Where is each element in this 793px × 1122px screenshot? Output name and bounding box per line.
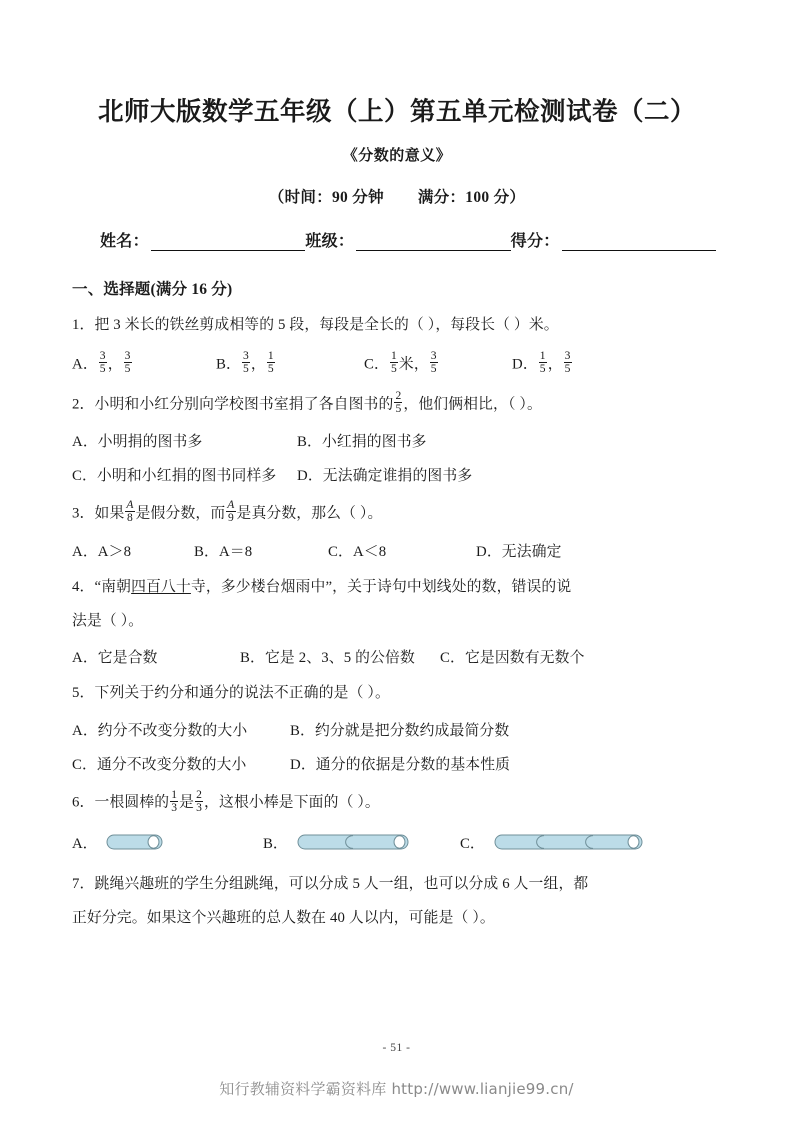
option-label: A． — [72, 434, 98, 451]
option-label: D． — [476, 543, 502, 560]
option-6-a[interactable] — [72, 832, 263, 853]
fraction: $\frac{3}{5}$ — [242, 349, 249, 376]
question-4-text-c: 法是（ ）。 — [72, 612, 144, 629]
question-6-text-a: 一根圆棒的 — [94, 794, 170, 811]
class-blank[interactable] — [356, 233, 510, 251]
option-4-c[interactable] — [440, 646, 585, 667]
question-7-number: 7． — [72, 875, 95, 892]
question-5 — [72, 667, 722, 706]
question-3-number: 3． — [72, 505, 95, 522]
option-label: A． — [72, 835, 98, 852]
fraction: $\frac{2}{5}$ — [395, 390, 402, 416]
question-7-line-2 — [72, 897, 722, 931]
fraction: $\frac{2}{3}$ — [196, 788, 203, 814]
question-4-underlined-number: 四百八十 — [131, 578, 191, 595]
question-7-text-a: 跳绳兴趣班的学生分组跳绳，可以分成 5 人一组，也可以分成 6 人一组，都 — [94, 875, 589, 892]
question-7 — [72, 853, 722, 897]
fraction: $\frac{1}{5}$ — [267, 349, 274, 376]
option-text: 通分不改变分数的大小 — [96, 757, 247, 774]
option-label: B． — [290, 723, 315, 740]
question-4-line-2 — [72, 600, 722, 634]
option-label: C． — [72, 757, 97, 774]
question-4-text-a: “南朝 — [94, 578, 132, 595]
rod-diagram-a — [106, 833, 163, 851]
option-label: B． — [297, 434, 322, 451]
student-fields — [72, 207, 722, 251]
page-title: 北师大版数学五年级（上）第五单元检测试卷（二） — [97, 97, 696, 126]
question-5-options-row-1 — [72, 706, 722, 740]
option-label: C． — [364, 356, 389, 373]
rod-diagram-b — [297, 833, 409, 851]
option-separator: ， — [250, 356, 266, 373]
score-field[interactable] — [511, 228, 716, 251]
question-3 — [72, 485, 722, 526]
option-3-d[interactable] — [476, 540, 562, 561]
rod-diagram-c — [494, 833, 643, 851]
option-text: 无法确定 — [501, 543, 562, 560]
fraction: $\frac{3}{5}$ — [124, 349, 131, 376]
option-text: A＝8 — [218, 543, 253, 560]
question-7-text-b: 正好分完。如果这个兴趣班的总人数在 40 人以内，可能是（ ）。 — [72, 909, 495, 926]
question-2 — [72, 376, 722, 417]
option-1-b[interactable] — [216, 351, 364, 376]
question-1-text: 把 3 米长的铁丝剪成相等的 5 段，每段是全长的（ ），每段长（ ）米。 — [94, 316, 559, 333]
question-4-number: 4． — [72, 578, 95, 595]
question-2-options-row-2 — [72, 451, 722, 485]
fraction: $\frac{1}{5}$ — [539, 349, 546, 376]
option-label: C． — [440, 650, 465, 667]
page-subtitle: 《分数的意义》 — [342, 147, 452, 164]
option-label: C． — [460, 835, 485, 852]
option-6-b[interactable] — [263, 832, 460, 853]
question-4 — [72, 561, 722, 600]
option-1-c[interactable] — [364, 351, 512, 376]
option-label: D． — [512, 356, 538, 373]
option-4-a[interactable] — [72, 646, 240, 667]
option-text: 约分就是把分数约成最简分数 — [314, 723, 510, 740]
question-1 — [72, 299, 722, 338]
question-6-text-b: 是 — [179, 794, 195, 811]
section-heading-choice: 一、选择题(满分 16 分) — [72, 280, 233, 298]
option-text: 约分不改变分数的大小 — [97, 723, 248, 740]
option-text: 小红捐的图书多 — [321, 434, 427, 451]
question-5-options-row-2 — [72, 740, 722, 774]
page-content — [72, 0, 722, 931]
option-separator: ， — [413, 356, 429, 373]
name-blank[interactable] — [151, 233, 305, 251]
fraction: $\frac{1}{5}$ — [390, 349, 397, 376]
question-2-text-a: 小明和小红分别向学校图书室捐了各自图书的 — [94, 396, 394, 413]
option-1-d[interactable] — [512, 351, 573, 376]
option-1-a[interactable] — [72, 351, 216, 376]
option-text: 小明和小红捐的图书同样多 — [96, 468, 277, 485]
option-4-b[interactable] — [240, 646, 440, 667]
question-4-options — [72, 633, 722, 667]
option-text: 它是合数 — [97, 650, 158, 667]
score-blank[interactable] — [562, 233, 716, 251]
question-3-text-c: 是真分数，那么（ ）。 — [236, 505, 383, 522]
option-label: B． — [194, 543, 219, 560]
fraction: $\frac{3}{5}$ — [430, 349, 437, 376]
question-5-text: 下列关于约分和通分的说法不正确的是（ ）。 — [94, 685, 390, 702]
option-label: B． — [240, 650, 265, 667]
question-3-options — [72, 527, 722, 561]
option-label: A． — [72, 650, 98, 667]
option-label: D． — [297, 468, 323, 485]
exam-time-info: （时间：90 分钟 — [268, 188, 384, 206]
question-2-options-row-1 — [72, 417, 722, 451]
exam-score-info: 满分：100 分） — [417, 188, 526, 206]
option-text: 它是因数有无数个 — [464, 650, 585, 667]
option-label: B． — [263, 835, 288, 852]
question-4-text-b: 寺，多少楼台烟雨中”，关于诗句中划线处的数，错误的说 — [190, 578, 572, 595]
option-2-c[interactable] — [72, 464, 297, 485]
option-text: 它是 2、3、5 的公倍数 — [264, 650, 415, 667]
option-3-c[interactable] — [328, 540, 476, 561]
watermark: 知行教辅资料学霸资料库 http://www.lianjie99.cn/ — [219, 1080, 574, 1098]
option-label: C． — [72, 468, 97, 485]
option-separator: ， — [107, 356, 123, 373]
page-number: - 51 - — [382, 1042, 411, 1054]
question-1-number: 1． — [72, 316, 95, 333]
score-label: 得分： — [510, 232, 560, 250]
option-2-a[interactable] — [72, 430, 297, 451]
option-text: 无法确定谁捐的图书多 — [322, 468, 473, 485]
option-label: C． — [328, 543, 353, 560]
option-3-b[interactable] — [194, 540, 328, 561]
question-6 — [72, 774, 722, 815]
question-3-text-a: 如果 — [94, 505, 125, 522]
option-separator: ， — [547, 356, 563, 373]
option-6-c[interactable] — [460, 832, 643, 853]
option-2-d[interactable] — [297, 464, 472, 485]
name-label: 姓名： — [100, 232, 149, 250]
fraction: $\frac{A}{8}$ — [126, 499, 134, 525]
exam-meta — [72, 165, 722, 207]
option-label: A． — [72, 543, 98, 560]
question-1-options — [72, 338, 722, 376]
fraction: $\frac{A}{9}$ — [227, 499, 235, 525]
class-label: 班级： — [305, 232, 355, 250]
question-6-text-c: ，这根小棒是下面的（ ）。 — [204, 794, 380, 811]
option-5-a[interactable] — [72, 719, 290, 740]
fraction: $\frac{1}{3}$ — [171, 788, 178, 814]
option-5-d[interactable] — [290, 753, 510, 774]
question-6-number: 6． — [72, 794, 95, 811]
fraction: $\frac{3}{5}$ — [564, 349, 571, 376]
option-5-b[interactable] — [290, 719, 509, 740]
question-3-text-b: 是假分数，而 — [135, 505, 226, 522]
class-field[interactable] — [305, 228, 510, 251]
question-2-text-b: ，他们俩相比，（ ）。 — [403, 396, 542, 413]
option-unit: 米 — [398, 356, 414, 373]
option-text: A＜8 — [352, 543, 387, 560]
option-5-c[interactable] — [72, 753, 290, 774]
fraction: $\frac{3}{5}$ — [99, 349, 106, 376]
option-text: 小明捐的图书多 — [97, 434, 203, 451]
question-2-number: 2． — [72, 396, 95, 413]
option-label: A． — [72, 356, 98, 373]
option-label: A． — [72, 723, 98, 740]
option-text: A＞8 — [97, 543, 132, 560]
question-6-rod-options — [72, 816, 722, 853]
question-5-number: 5． — [72, 685, 95, 702]
name-field[interactable] — [100, 228, 305, 251]
option-3-a[interactable] — [72, 540, 194, 561]
option-label: D． — [290, 757, 316, 774]
option-label: B． — [216, 356, 241, 373]
option-text: 通分的依据是分数的基本性质 — [315, 757, 511, 774]
option-2-b[interactable] — [297, 430, 427, 451]
